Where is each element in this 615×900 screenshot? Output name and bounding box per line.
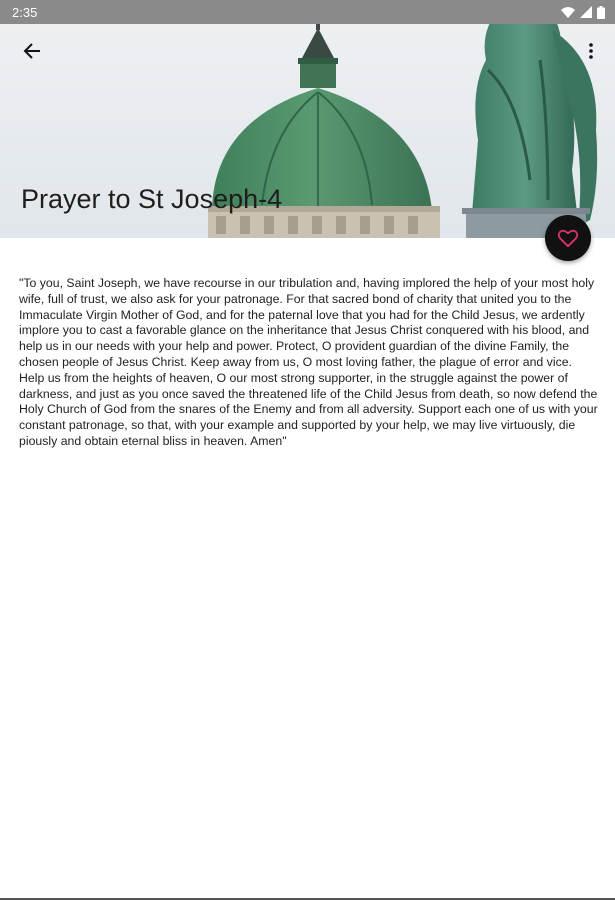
battery-icon xyxy=(597,6,605,19)
more-vert-icon xyxy=(588,42,594,60)
arrow-left-icon xyxy=(23,42,41,60)
overflow-menu-button[interactable] xyxy=(581,36,601,66)
back-button[interactable] xyxy=(17,36,47,66)
status-bar xyxy=(0,0,615,24)
favorite-button[interactable] xyxy=(545,215,591,261)
heart-outline-icon xyxy=(557,228,579,248)
signal-icon xyxy=(580,6,592,18)
status-time: 2:35 xyxy=(12,4,38,20)
wifi-icon xyxy=(561,6,575,18)
page-title: Prayer to St Joseph-4 xyxy=(21,184,283,214)
prayer-text: "To you, Saint Joseph, we have recourse in our tribulation and, having implored the help of your most holy wife, full of trust, we also ask for your patronage. For that sacred bond of charity that united you to the Immaculate Virgin Mother of God, and for the paternal love that you had for the Child Jesus, we ardently implore you to cast a favorable glance on the inheritance that Jesus Christ conquered with his blood, and help us in our needs with your help and power. Protect, O provident guardian of the divine Family, the chosen people of Jesus Christ. Keep away from us, O most loving father, the plague of error and vice. Help us from the heights of heaven, O our most strong supporter, in the struggle against the power of darkness, and just as you once saved the threatened life of the Child Jesus from death, so now defend the Holy Church of God from the snares of the Enemy and from all adversity. Support each one of us with your constant patronage, so that, with your example and supported by your help, we may live virtuously, die piously and obtain eternal bliss in heaven. Amen" xyxy=(19,276,598,448)
status-icons xyxy=(561,6,605,19)
